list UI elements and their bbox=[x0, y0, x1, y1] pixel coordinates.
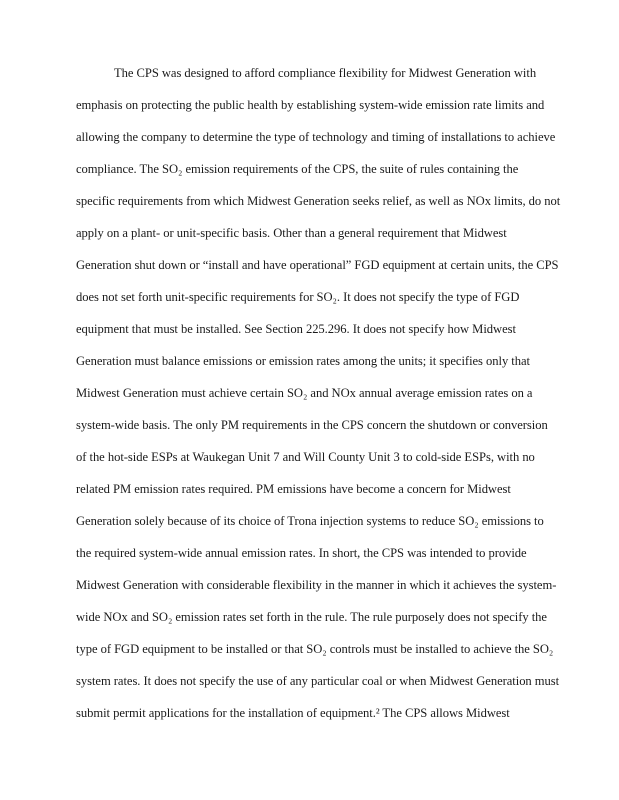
body-line: the required system-wide annual emission rates. In short, the CPS was intended to provide bbox=[76, 546, 527, 560]
body-line: of the hot-side ESPs at Waukegan Unit 7 and Will County Unit 3 to cold-side ESPs, with no bbox=[76, 450, 535, 464]
body-line: Generation must balance emissions or emission rates among the units; it specifies only that bbox=[76, 354, 530, 368]
body-line: type of FGD equipment to be installed or that SO₂ controls must be installed to achieve the SO₂ bbox=[76, 642, 554, 656]
body-line: wide NOx and SO₂ emission rates set forth in the rule. The rule purposely does not specify the bbox=[76, 610, 547, 624]
body-line: Generation shut down or “install and have operational” FGD equipment at certain units, the CPS bbox=[76, 258, 559, 272]
body-line: specific requirements from which Midwest Generation seeks relief, as well as NOx limits, do not bbox=[76, 194, 561, 208]
body-line: allowing the company to determine the type of technology and timing of installations to achieve bbox=[76, 130, 556, 144]
body-line: does not set forth unit-specific requirements for SO₂. It does not specify the type of FGD bbox=[76, 290, 520, 304]
body-line: equipment that must be installed. See Section 225.296. It does not specify how Midwest bbox=[76, 322, 516, 336]
body-line: related PM emission rates required. PM emissions have become a concern for Midwest bbox=[76, 482, 511, 496]
body-line: Midwest Generation with considerable flexibility in the manner in which it achieves the system- bbox=[76, 578, 557, 592]
body-line: Midwest Generation must achieve certain SO₂ and NOx annual average emission rates on a bbox=[76, 386, 533, 400]
body-line: apply on a plant- or unit-specific basis. Other than a general requirement that Midwest bbox=[76, 226, 507, 240]
body-line: system rates. It does not specify the use of any particular coal or when Midwest Generation must bbox=[76, 674, 560, 688]
body-line: compliance. The SO₂ emission requirements of the CPS, the suite of rules containing the bbox=[76, 162, 519, 176]
body-line: submit permit applications for the installation of equipment.² The CPS allows Midwest bbox=[76, 706, 510, 720]
body-line: Generation solely because of its choice of Trona injection systems to reduce SO₂ emissions to bbox=[76, 514, 544, 528]
body-line: The CPS was designed to afford compliance flexibility for Midwest Generation with bbox=[114, 66, 537, 80]
body-line: system-wide basis. The only PM requirements in the CPS concern the shutdown or conversion bbox=[76, 418, 548, 432]
body-line: emphasis on protecting the public health by establishing system-wide emission rate limits and bbox=[76, 98, 545, 112]
